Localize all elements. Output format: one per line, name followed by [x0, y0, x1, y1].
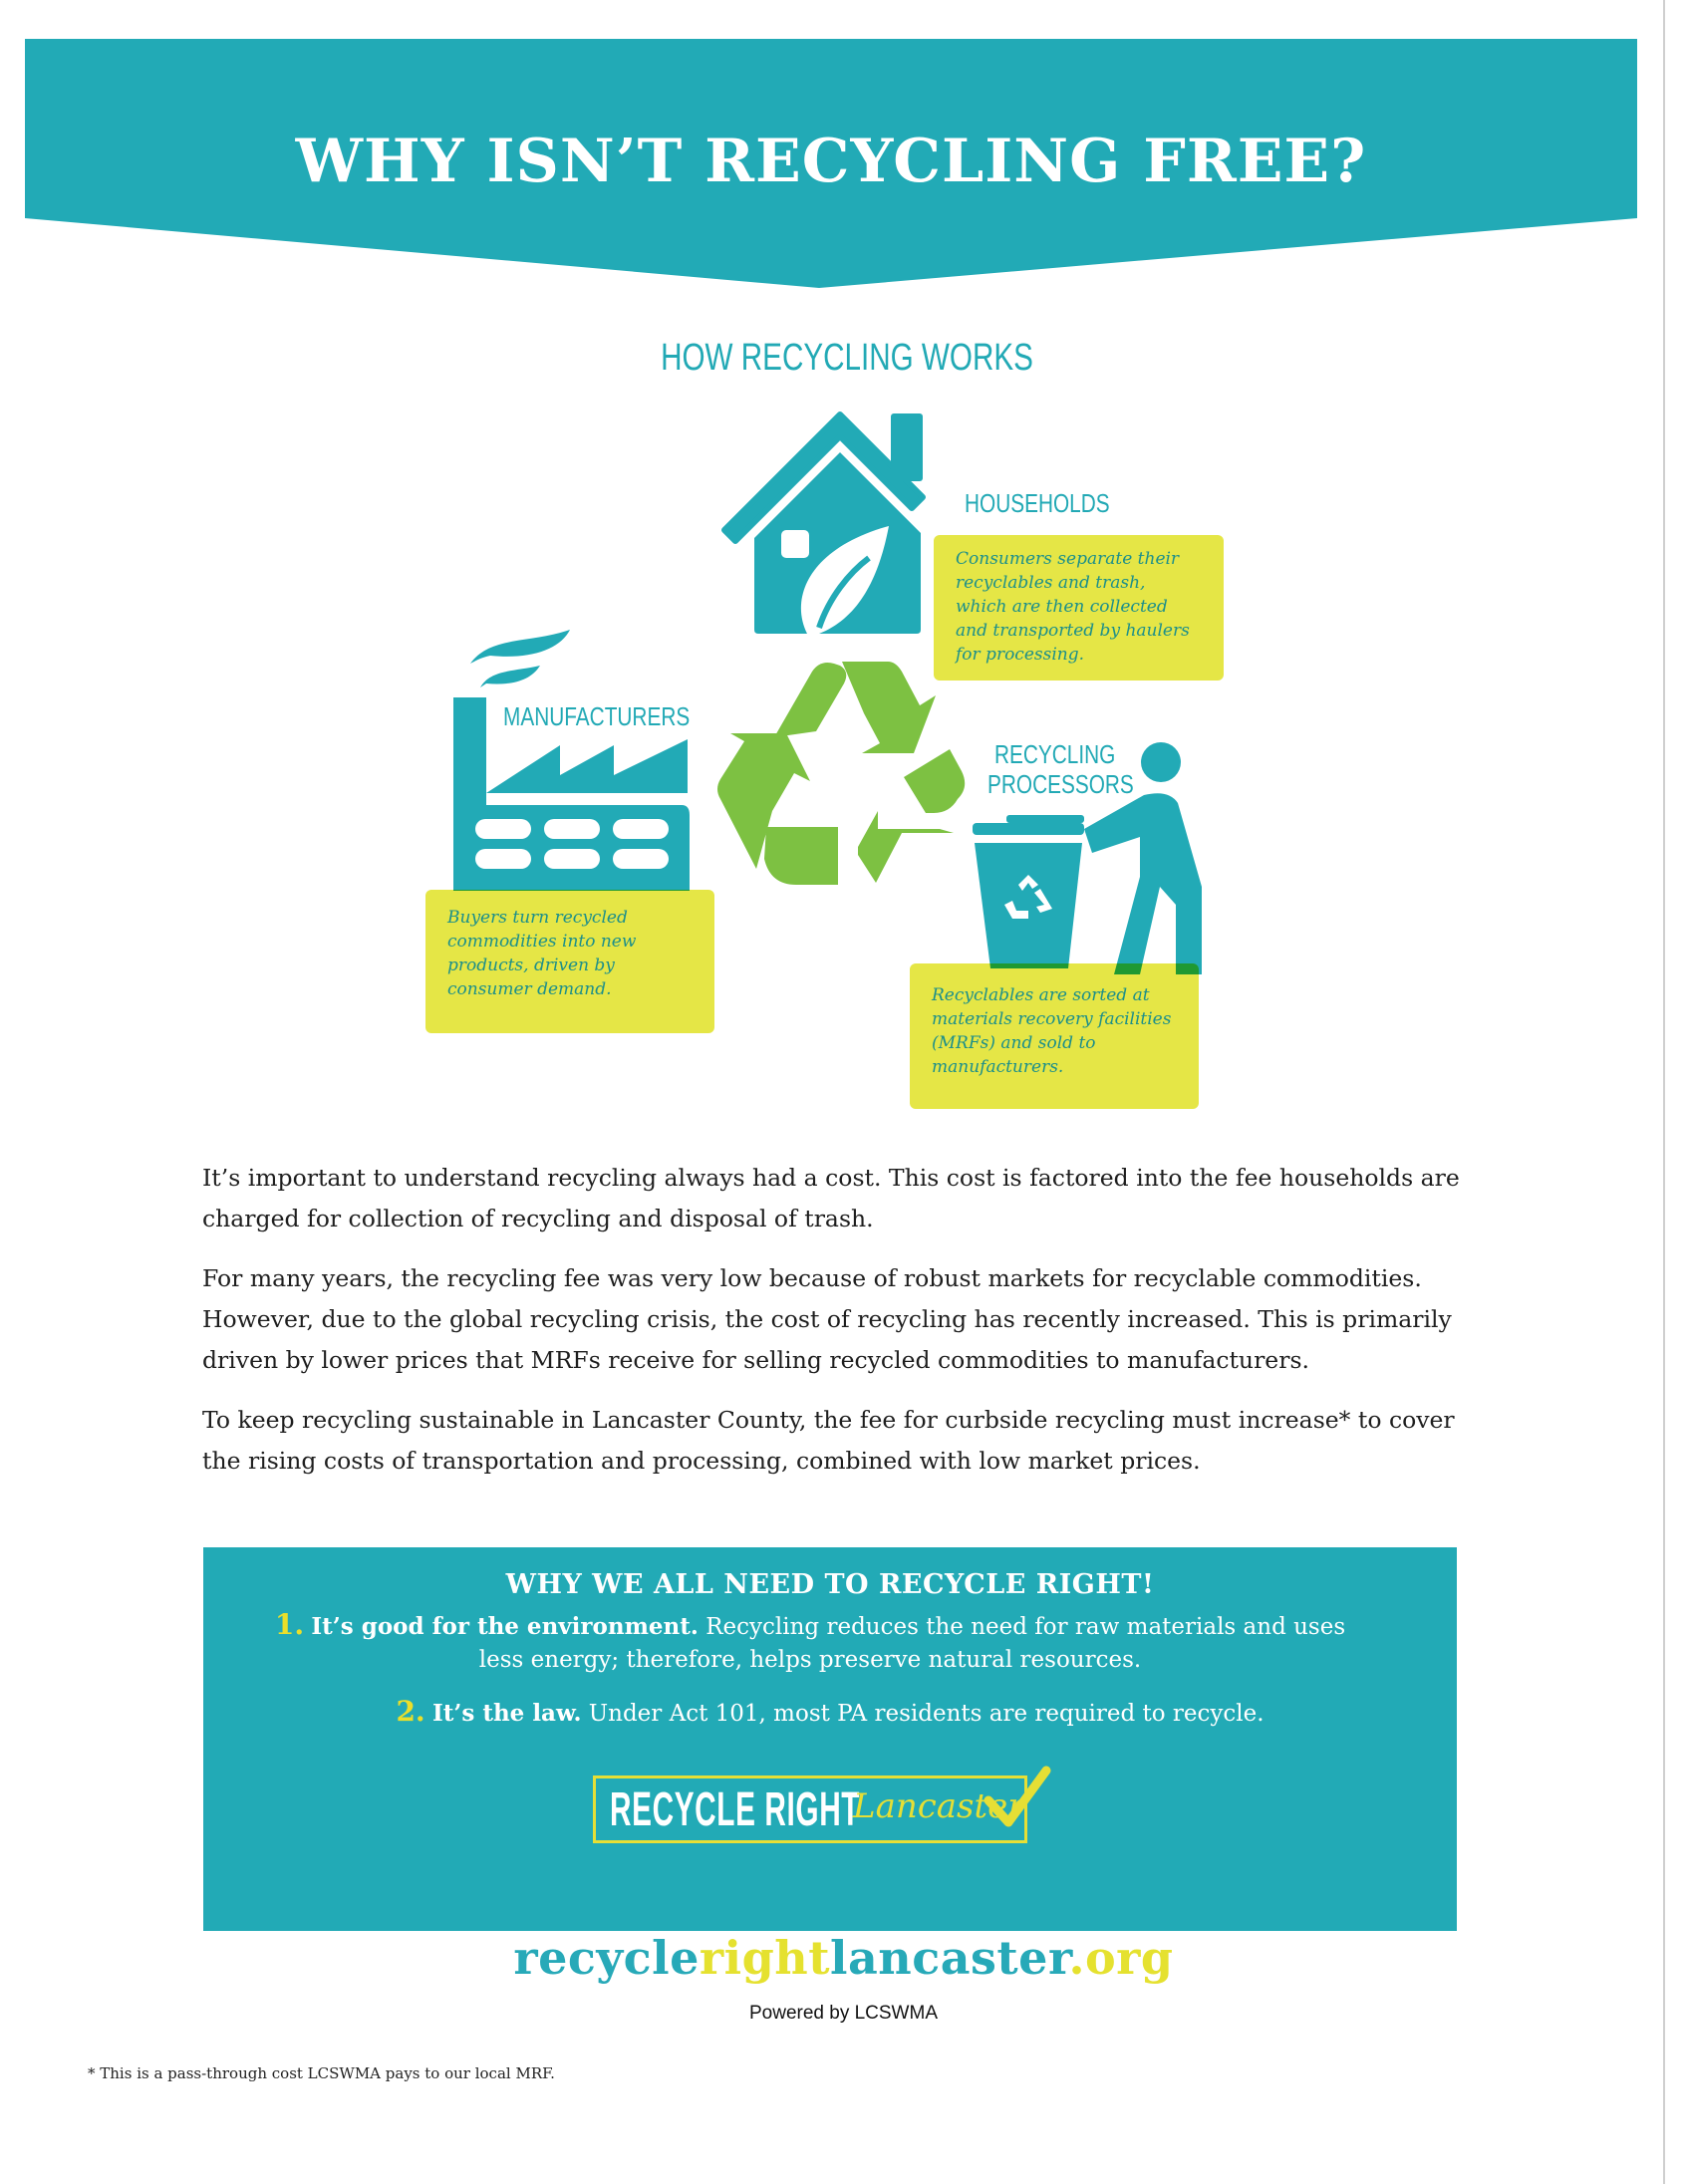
body-text: [202, 1158, 1473, 1501]
powered-by: Powered by LCSWMA: [748, 2003, 938, 2024]
body-paragraph: To keep recycling sustainable in Lancaster County, the fee for curbside recycling must increase* to cover the rising costs of transportation and processing, combined with low market prices.: [202, 1406, 1455, 1475]
url-part: recycle: [513, 1931, 700, 1985]
body-paragraph: It’s important to understand recycling always had a cost. This cost is factored into the fee households are charged for collection of recycling and disposal of trash.: [202, 1164, 1460, 1232]
url-part: right: [699, 1931, 830, 1985]
url-part: lancaster: [830, 1931, 1069, 1985]
reason-number: 1.: [274, 1608, 305, 1641]
households-label: HOUSEHOLDS: [965, 488, 1110, 518]
logo-primary-text: RECYCLE RIGHT: [610, 1783, 861, 1836]
logo-script-text: Lancaster: [853, 1786, 1024, 1826]
footnote: * This is a pass-through cost LCSWMA pays to our local MRF.: [88, 2064, 555, 2082]
reason-lead: It’s the law.: [431, 1700, 582, 1727]
website-url[interactable]: [0, 1931, 1687, 1985]
header-banner: [25, 39, 1637, 288]
factory-icon: [450, 626, 694, 895]
checkmark-icon: [983, 1765, 1052, 1830]
manufacturers-note: Buyers turn recycled commodities into new products, driven by consumer demand.: [425, 890, 714, 1033]
body-paragraph: For many years, the recycling fee was very low because of robust markets for recyclable commodities. However, due to the global recycling crisis, the cost of recycling has recently increased. This is primarily driven by lower prices that MRFs receive for selling recycled commodities to manufacturers.: [202, 1264, 1452, 1374]
reason-item: [203, 1695, 1457, 1731]
processors-label-line1: RECYCLING: [994, 739, 1116, 769]
reason-text: Recycling reduces the need for raw materials and uses less energy; therefore, helps preserve natural resources.: [478, 1614, 1346, 1673]
url-part: .org: [1068, 1931, 1174, 1985]
why-recycle-right-box: [203, 1547, 1457, 1931]
processors-note: Recyclables are sorted at materials recovery facilities (MRFs) and sold to manufacturers.: [910, 963, 1199, 1109]
manufacturers-label: MANUFACTURERS: [503, 701, 691, 731]
reason-lead: It’s good for the environment.: [311, 1613, 699, 1640]
reason-number: 2.: [396, 1695, 425, 1728]
recycle-symbol-icon: [712, 650, 966, 893]
households-note: Consumers separate their recyclables and trash, which are then collected and transported by haulers for processing.: [934, 535, 1224, 681]
recycle-right-lancaster-logo: [593, 1775, 1027, 1843]
page-title: WHY ISN’T RECYCLING FREE?: [295, 127, 1367, 196]
house-leaf-icon: [719, 409, 929, 636]
infographic-title: HOW RECYCLING WORKS: [661, 337, 1033, 379]
reason-text: Under Act 101, most PA residents are required to recycle.: [581, 1701, 1265, 1727]
why-box-title: WHY WE ALL NEED TO RECYCLE RIGHT!: [505, 1569, 1155, 1600]
reason-item: [253, 1608, 1367, 1677]
processors-label-line2: PROCESSORS: [987, 769, 1134, 799]
scan-edge-line: [1663, 0, 1665, 2184]
